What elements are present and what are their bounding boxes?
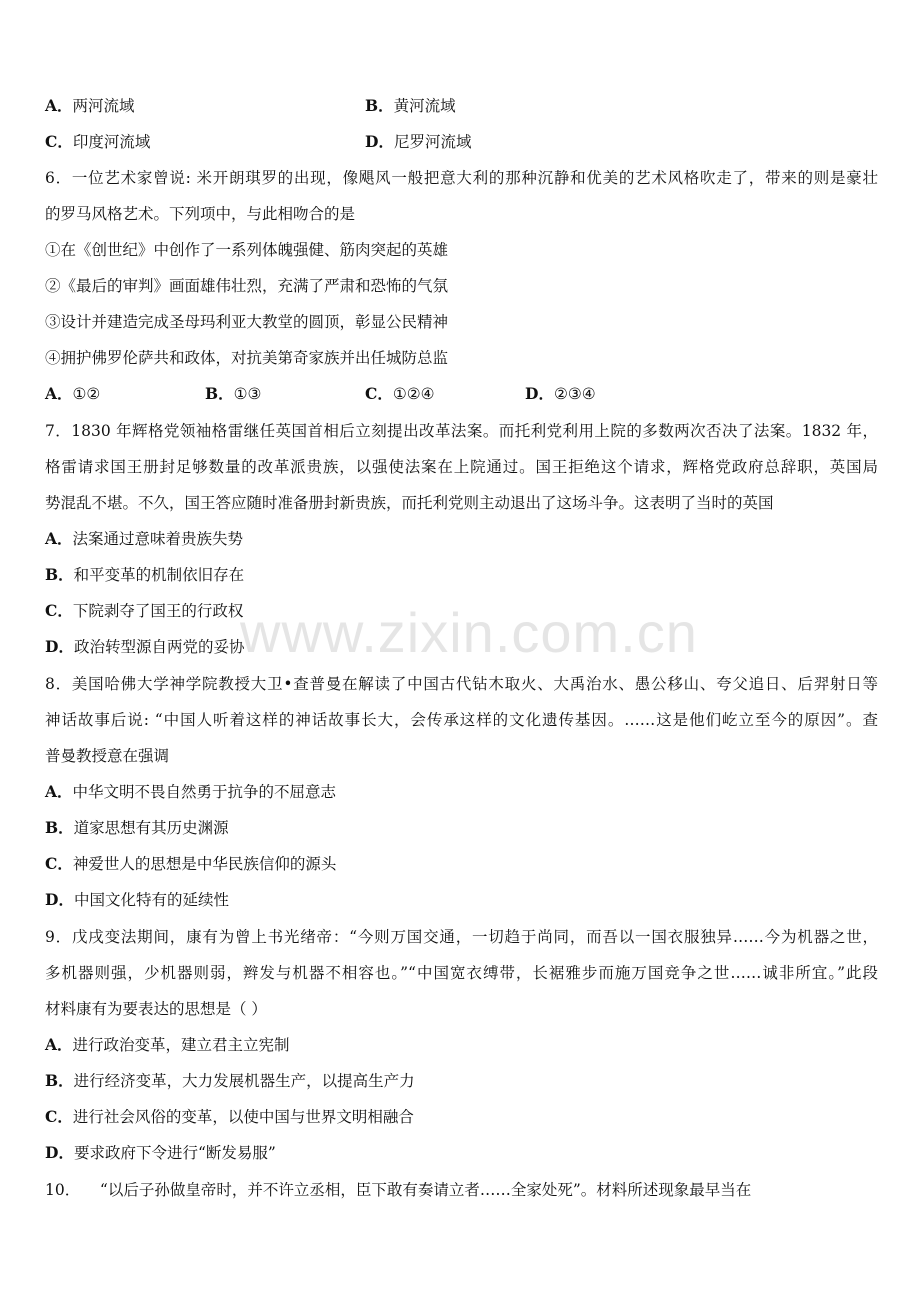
option-key: B．: [45, 1071, 74, 1090]
q7-option-a: [45, 521, 878, 557]
option-text: 和平变革的机制依旧存在: [73, 566, 245, 584]
option-key: C．: [45, 132, 73, 151]
q7-option-d: [45, 629, 878, 665]
option-text: ①③: [233, 385, 262, 403]
q9-option-b: [45, 1063, 878, 1099]
option-key: B．: [45, 818, 74, 837]
q7-stem-line-3: 势混乱不堪。不久，国王答应随时准备册封新贵族，而托利党则主动退出了这场斗争。这表明了当时的英国: [45, 494, 774, 512]
option-text: 进行经济变革，大力发展机器生产，以提高生产力: [73, 1072, 415, 1090]
q6-item-3: ③设计并建造完成圣母玛利亚大教堂的圆顶，彰显公民精神: [45, 313, 449, 331]
option-key: C．: [45, 1107, 73, 1126]
option-key: B．: [205, 384, 234, 403]
q6-item-2: ②《最后的审判》画面雄伟壮烈，充满了严肃和恐怖的气氛: [45, 277, 449, 295]
q6-stem-line-1: 6．一位艺术家曾说: 米开朗琪罗的出现，像飓风一般把意大利的那种沉静和优美的艺术风格吹走了，带来的则是豪壮: [45, 169, 878, 187]
option-text: 中华文明不畏自然勇于抗争的不屈意志: [72, 783, 337, 801]
option-text: 神爱世人的思想是中华民族信仰的源头: [72, 855, 337, 873]
option-key: A．: [45, 782, 73, 801]
option-key: D．: [45, 637, 74, 656]
q8-option-b: [45, 810, 878, 846]
q6-option-b: [205, 376, 261, 412]
q7-stem-line-2: 格雷请求国王册封足够数量的改革派贵族，以强使法案在上院通过。国王拒绝这个请求，辉格党政府总辞职，英国局: [45, 458, 878, 476]
option-text: 进行政治变革，建立君主立宪制: [72, 1036, 290, 1054]
option-key: D．: [45, 1143, 74, 1162]
option-text: 要求政府下令进行“断发易服”: [73, 1144, 276, 1162]
option-key: A．: [45, 96, 73, 115]
q8-option-c: [45, 846, 878, 882]
option-text: ①②: [72, 385, 101, 403]
q8-option-d: [45, 882, 878, 918]
option-key: A．: [45, 384, 73, 403]
option-text: 尼罗河流域: [393, 133, 472, 151]
option-text: 两河流域: [72, 97, 135, 115]
watermark: www.zixin.com.cn: [240, 601, 698, 664]
option-key: D．: [525, 384, 554, 403]
option-key: B．: [365, 96, 394, 115]
option-text: 中国文化特有的延续性: [73, 891, 229, 909]
q8-stem-line-3: 普曼教授意在强调: [45, 747, 170, 765]
q9-stem-line-1: 9．戊戌变法期间，康有为曾上书光绪帝：“今则万国交通，一切趋于尚同，而吾以一国衣服独异……今为机器之世，: [45, 928, 878, 946]
option-text: ②③④: [553, 385, 596, 403]
q5-option-b: [365, 88, 878, 124]
q6-item-4: ④拥护佛罗伦萨共和政体，对抗美第奇家族并出任城防总监: [45, 349, 449, 367]
q6-option-c: [365, 376, 435, 412]
q9-option-d: [45, 1135, 878, 1171]
option-key: A．: [45, 529, 73, 548]
option-key: C．: [365, 384, 393, 403]
option-key: C．: [45, 854, 73, 873]
q8-option-a: [45, 774, 878, 810]
option-text: 道家思想有其历史渊源: [73, 819, 229, 837]
q7-option-c: [45, 593, 878, 629]
q9-stem-line-2: 多机器则强，少机器则弱，辫发与机器不相容也。”“中国宽衣缚带，长裾雅步而施万国竞争之世……诚非所宜。”此段: [45, 964, 878, 982]
option-key: C．: [45, 601, 73, 620]
option-key: B．: [45, 565, 74, 584]
q8-stem-line-1: 8．美国哈佛大学神学院教授大卫•查普曼在解读了中国古代钻木取火、大禹治水、愚公移山、夸父追日、后羿射日等: [45, 675, 878, 693]
q7-option-b: [45, 557, 878, 593]
q6-stem-line-2: 的罗马风格艺术。下列项中，与此相吻合的是: [45, 205, 356, 223]
option-text: 法案通过意味着贵族失势: [72, 530, 244, 548]
q5-option-d: [365, 124, 878, 160]
option-text: 黄河流域: [393, 97, 456, 115]
option-text: 印度河流域: [72, 133, 151, 151]
q6-item-1: ①在《创世纪》中创作了一系列体魄强健、筋肉突起的英雄: [45, 241, 449, 259]
option-key: D．: [45, 890, 74, 909]
q6-option-a: [45, 376, 100, 412]
q7-stem-line-1: 7．1830 年辉格党领袖格雷继任英国首相后立刻提出改革法案。而托利党利用上院的多数两次否决了法案。1832 年，: [45, 422, 878, 440]
q9-stem-line-3: 材料康有为要表达的思想是（ ）: [45, 1000, 267, 1018]
q10-stem-line-1: 10． “以后子孙做皇帝时，并不许立丞相，臣下敢有奏请立者……全家处死”。材料所述现象最早当在: [45, 1181, 752, 1199]
option-text: 政治转型源自两党的妥协: [73, 638, 245, 656]
option-text: ①②④: [392, 385, 435, 403]
option-text: 进行社会风俗的变革，以使中国与世界文明相融合: [72, 1108, 414, 1126]
q6-option-d: [525, 376, 596, 412]
option-text: 下院剥夺了国王的行政权: [72, 602, 244, 620]
q9-option-a: [45, 1027, 878, 1063]
option-key: A．: [45, 1035, 73, 1054]
option-key: D．: [365, 132, 394, 151]
q9-option-c: [45, 1099, 878, 1135]
q8-stem-line-2: 神话故事后说: “中国人听着这样的神话故事长大，会传承这样的文化遗传基因。……这是他们屹立至今的原因”。查: [45, 711, 878, 729]
